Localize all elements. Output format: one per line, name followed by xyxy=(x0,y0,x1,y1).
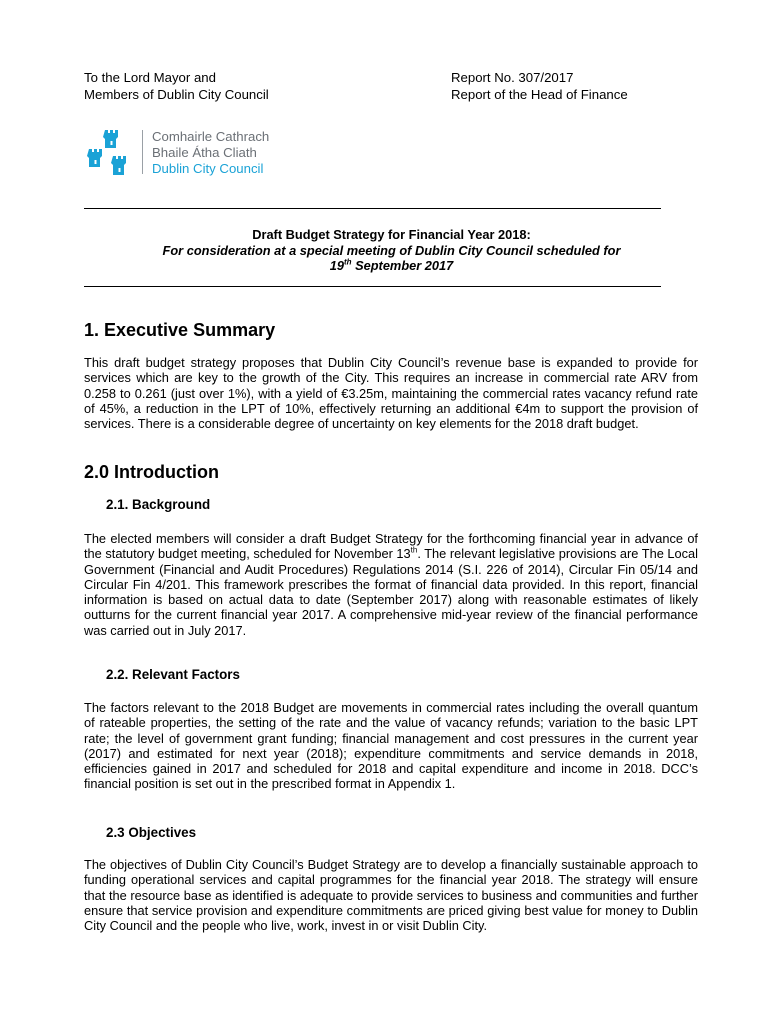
logo-line-irish-2: Bhaile Átha Cliath xyxy=(152,145,257,160)
title-line-2: For consideration at a special meeting of Dublin City Council scheduled for xyxy=(162,242,621,258)
recipient-line-1: To the Lord Mayor and xyxy=(84,70,216,85)
executive-summary-heading: 1. Executive Summary xyxy=(84,320,276,340)
relevant-factors-heading: 2.2. Relevant Factors xyxy=(106,667,240,682)
title-date-rest: September 2017 xyxy=(351,258,454,273)
logo-text xyxy=(152,129,269,177)
title-date xyxy=(84,258,699,274)
logo-divider xyxy=(142,130,143,174)
recipient-line-2: Members of Dublin City Council xyxy=(84,86,269,102)
objectives-heading: 2.3 Objectives xyxy=(106,825,197,840)
background-text-superscript: th xyxy=(410,546,418,556)
logo-line-english: Dublin City Council xyxy=(152,161,264,176)
title-line-1: Draft Budget Strategy for Financial Year 2018: xyxy=(252,227,531,242)
dublin-city-council-logo xyxy=(86,127,306,179)
objectives-text: The objectives of Dublin City Council’s Budget Strategy are to develop a financially sustainable approach to funding operational services and capital programmes for the financial year 2018. The strategy will ensure that the resource base as identified is adequate to provide services to business and communities and further ensure that service provision and expenditure commitments are priced giving best value for money to Dublin City Council and the people who live, work, invest in or visit Dublin City. xyxy=(84,857,698,934)
introduction-heading: 2.0 Introduction xyxy=(84,462,219,482)
report-number: Report No. 307/2017 xyxy=(451,70,574,85)
background-text-part-1: The elected members will consider a draft Budget Strategy for the forthcoming financial year in advance of the statutory budget meeting, scheduled for November 13 xyxy=(84,531,698,562)
castles-icon xyxy=(86,127,134,177)
background-text xyxy=(84,531,698,638)
title-date-suffix: th xyxy=(343,257,352,267)
executive-summary-text: This draft budget strategy proposes that Dublin City Council’s revenue base is expanded to provide for services which are key to the growth of the City. This requires an increase in commercial rate ARV from 0.258 to 0.261 (just over 1%), with a yield of €3.25m, maintaining the commercial rates vacancy refund rate of 45%, a reduction in the LPT of 10%, effectively returning an additional €4m to support the provision of services. There is a considerable degree of uncertainty on key elements for the 2018 draft budget. xyxy=(84,355,698,432)
report-info-block xyxy=(451,70,628,103)
recipient-block xyxy=(84,70,269,103)
report-author: Report of the Head of Finance xyxy=(451,86,628,102)
logo-line-irish-1: Comhairle Cathrach xyxy=(152,129,270,144)
top-divider xyxy=(84,208,661,209)
relevant-factors-text: The factors relevant to the 2018 Budget are movements in commercial rates including the overall quantum of rateable properties, the setting of the rate and the value of vacancy refunds; variation to the basic LPT rate; the level of government grant funding; financial management and cost pressures in the current year (2017) and estimated for next year (2018); expenditure commitments and service demands in 2018, efficiencies gained in 2017 and scheduled for 2018 and capital expenditure and income in 2018. DCC’s financial position is set out in the prescribed format in Appendix 1. xyxy=(84,700,698,792)
background-text-part-2: . The relevant legislative provisions are The Local Government (Financial and Audit Procedures) Regulations 2014 (S.I. 226 of 2014), Circular Fin 05/14 and Circular Fin 4/201. This framework prescribes the format of financial data provided. In this report, financial information is based on actual data to date (September 2017) along with reasonable estimates of likely outturns for the current financial year 2017. A comprehensive mid-year review of the financial performance was carried out in July 2017. xyxy=(84,546,698,638)
background-heading: 2.1. Background xyxy=(106,497,211,512)
bottom-divider xyxy=(84,286,661,287)
document-title xyxy=(84,227,699,274)
title-date-day: 19 xyxy=(329,258,344,273)
